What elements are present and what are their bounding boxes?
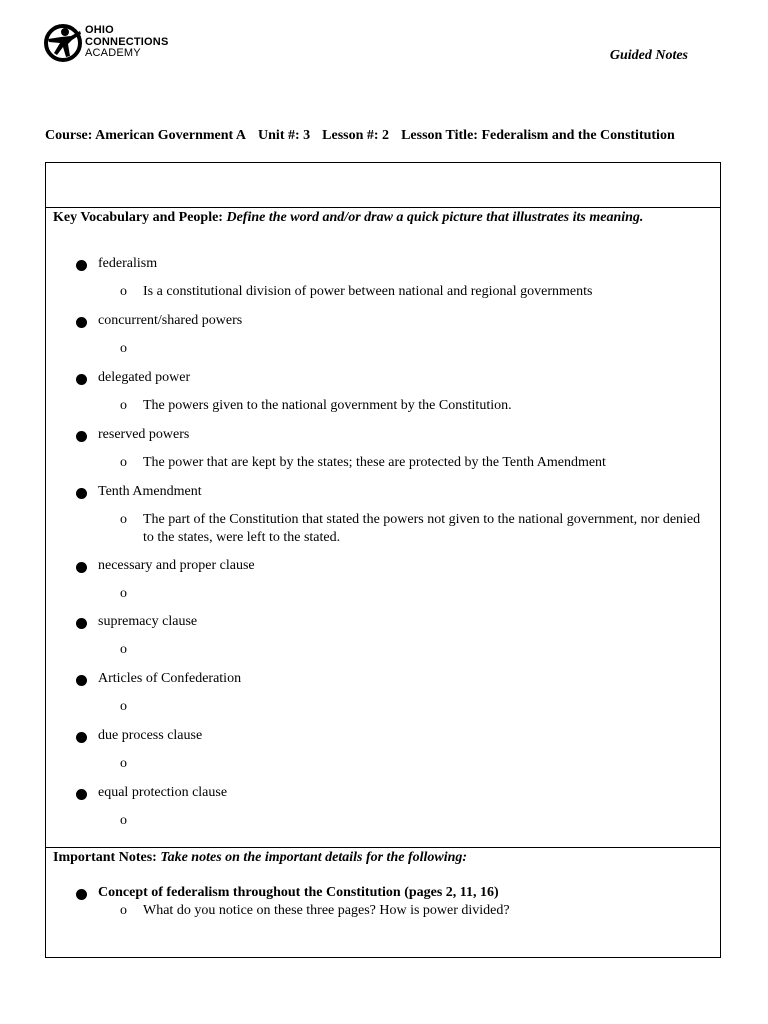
course-name: Course: American Government A	[45, 128, 247, 143]
sub-bullet-icon: o	[120, 813, 127, 828]
sub-bullet-icon: o	[120, 642, 127, 657]
bullet-icon	[76, 488, 87, 499]
sub-bullet-icon: o	[120, 756, 127, 771]
sub-bullet-icon: o	[120, 699, 127, 714]
vocab-definition[interactable]: The part of the Constitution that stated the powers not given to the national government, nor denied to the states, were left to the stated.	[143, 512, 701, 545]
vocab-term: necessary and proper clause	[98, 558, 255, 573]
bullet-icon	[76, 732, 87, 743]
lesson-title: Lesson Title: Federalism and the Constitution	[401, 128, 675, 143]
notes-sub-item: What do you notice on these three pages? How is power divided?	[143, 903, 510, 918]
vocab-term: delegated power	[98, 370, 191, 385]
logo-line-2: CONNECTIONS	[85, 35, 169, 48]
vocab-term: due process clause	[98, 728, 203, 743]
vocab-definition[interactable]: The powers given to the national government by the Constitution.	[143, 398, 512, 413]
vocab-definition[interactable]: Is a constitutional division of power between national and regional governments	[143, 284, 593, 299]
school-logo	[44, 22, 184, 64]
sub-bullet-icon: o	[120, 903, 127, 918]
vocab-term: Tenth Amendment	[98, 484, 202, 499]
document-type-label: Guided Notes	[609, 48, 688, 63]
sub-bullet-icon: o	[120, 341, 127, 356]
bullet-icon	[76, 889, 87, 900]
bullet-icon	[76, 562, 87, 573]
unit-number: Unit #: 3	[258, 128, 311, 143]
sub-bullet-icon: o	[120, 586, 127, 601]
academy-logo-icon	[44, 22, 84, 64]
bullet-icon	[76, 431, 87, 442]
notes-instructions: Take notes on the important details for the following:	[160, 850, 468, 865]
vocab-term: equal protection clause	[98, 785, 228, 800]
sub-bullet-icon: o	[120, 398, 127, 413]
bullet-icon	[76, 618, 87, 629]
vocabulary-instructions: Define the word and/or draw a quick picture that illustrates its meaning.	[226, 210, 644, 225]
vocab-term: Articles of Confederation	[98, 671, 242, 686]
logo-line-3: ACADEMY	[85, 47, 141, 59]
bullet-icon	[76, 675, 87, 686]
notes-heading	[53, 850, 467, 866]
sub-bullet-icon: o	[120, 455, 127, 470]
sub-bullet-icon: o	[120, 512, 127, 527]
bullet-icon	[76, 789, 87, 800]
important-notes-section	[45, 847, 721, 958]
vocab-term: federalism	[98, 256, 158, 271]
vocab-term: reserved powers	[98, 427, 190, 442]
bullet-icon	[76, 260, 87, 271]
logo-wordmark	[85, 25, 168, 60]
vocab-term: supremacy clause	[98, 614, 198, 629]
bullet-icon	[76, 317, 87, 328]
vocab-definition[interactable]: The power that are kept by the states; these are protected by the Tenth Amendment	[143, 455, 606, 470]
bullet-icon	[76, 374, 87, 385]
course-info	[45, 127, 705, 145]
blank-notes-box[interactable]	[45, 162, 721, 208]
vocabulary-heading	[53, 210, 643, 226]
logo-line-1: OHIO	[85, 24, 114, 36]
sub-bullet-icon: o	[120, 284, 127, 299]
vocabulary-heading-label: Key Vocabulary and People:	[53, 210, 223, 225]
vocabulary-section	[45, 207, 721, 848]
notes-heading-label: Important Notes:	[53, 850, 157, 865]
lesson-number: Lesson #: 2	[322, 128, 390, 143]
notes-item: Concept of federalism throughout the Constitution (pages 2, 11, 16)	[98, 885, 499, 900]
vocab-term: concurrent/shared powers	[98, 313, 243, 328]
